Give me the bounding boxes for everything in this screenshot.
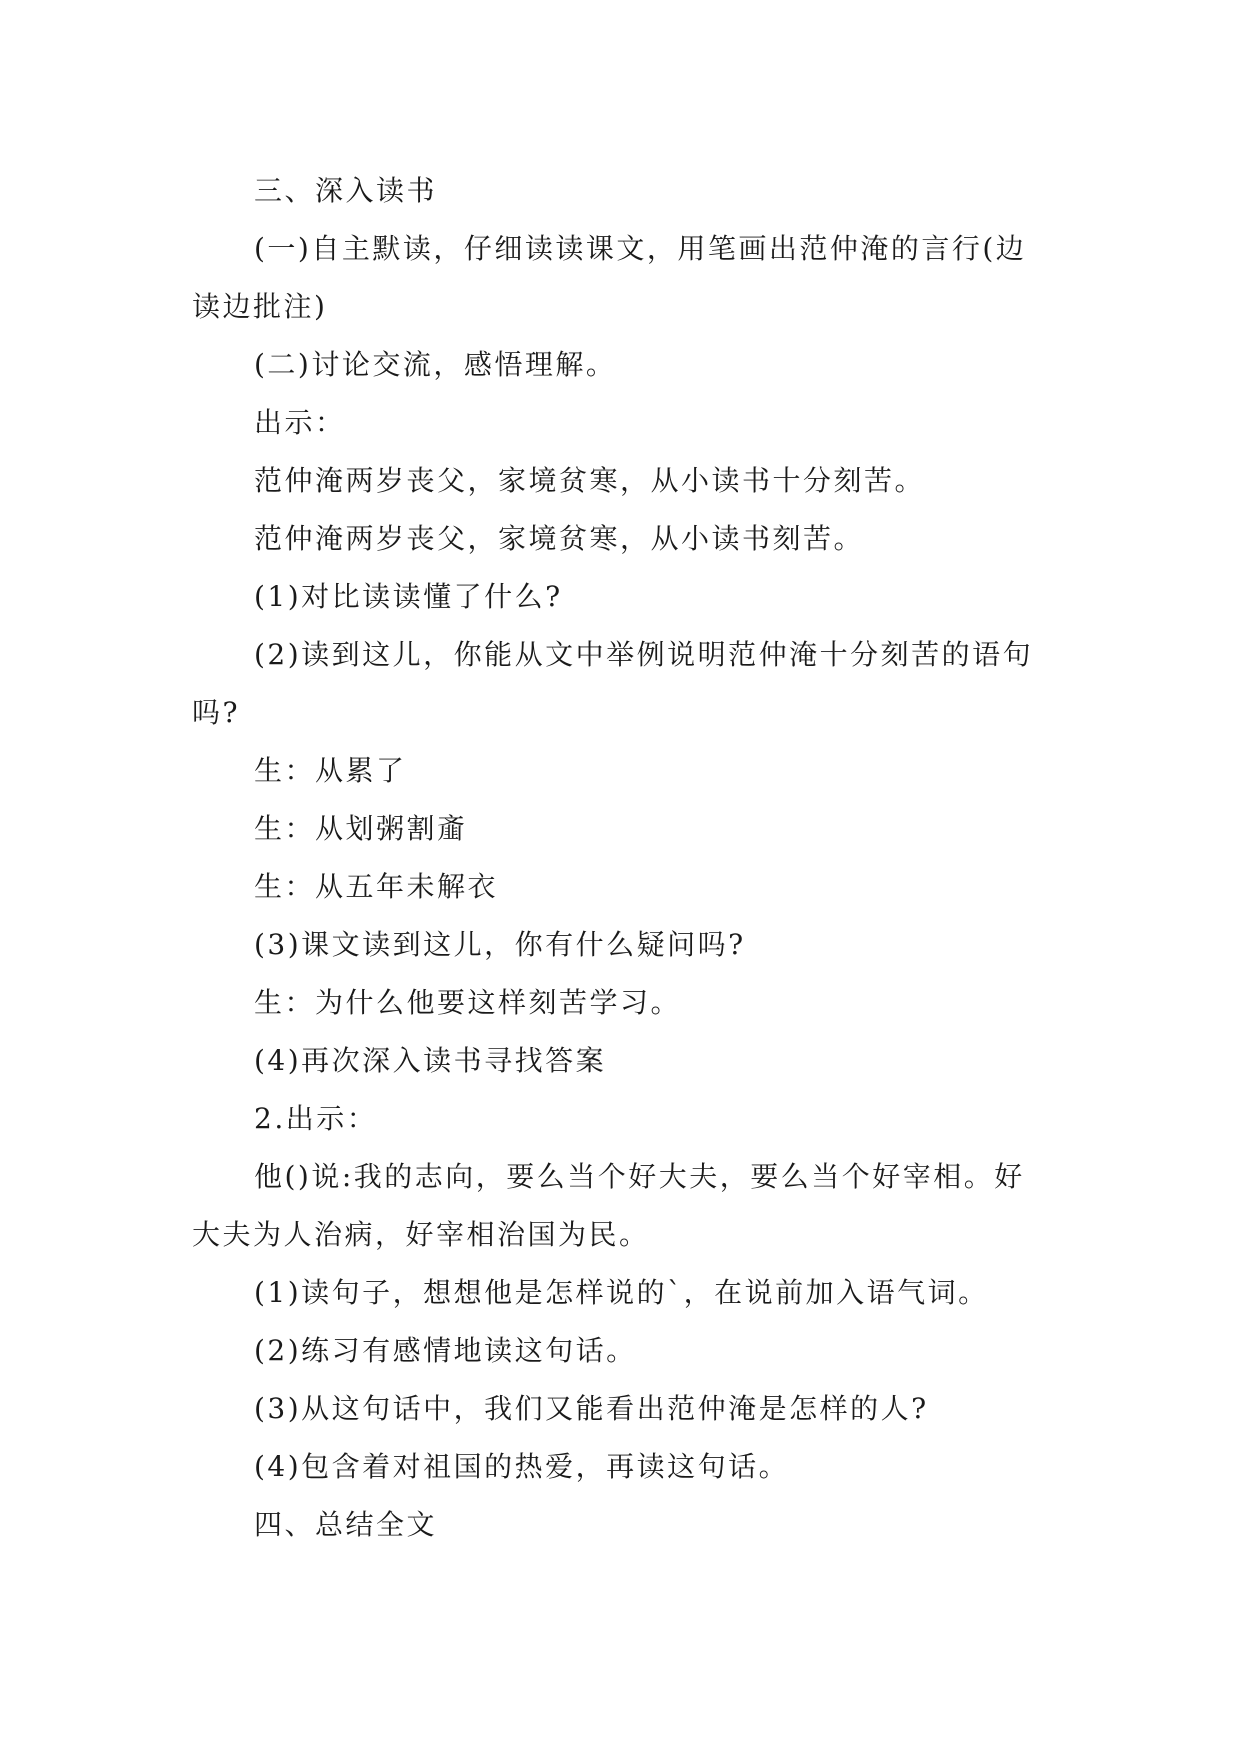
paragraph-quote-2: 范仲淹两岁丧父，家境贫寒，从小读书刻苦。 xyxy=(254,522,865,555)
paragraph-show-label: 出示： xyxy=(254,406,346,439)
section-heading-summary: 四、总结全文 xyxy=(254,1508,438,1541)
paragraph-student-answer-3: 生：从五年未解衣 xyxy=(254,870,499,903)
paragraph-question-3: (3)课文读到这儿，你有什么疑问吗? xyxy=(254,928,746,961)
paragraph-student-answer-1: 生：从累了 xyxy=(254,754,407,787)
paragraph-sub-3: (3)从这句话中，我们又能看出范仲淹是怎样的人? xyxy=(254,1392,929,1425)
paragraph-question-1: (1)对比读读懂了什么? xyxy=(254,580,563,613)
paragraph-quote-3: 他()说:我的志向，要么当个好大夫，要么当个好宰相。好大夫为人治病，好宰相治国为民。 xyxy=(192,1160,1025,1251)
paragraph-student-answer-2: 生：从划粥割齑 xyxy=(254,812,468,845)
paragraph-sub-4: (4)包含着对祖国的热爱，再读这句话。 xyxy=(254,1450,790,1483)
section-heading-deep-reading: 三、深入读书 xyxy=(254,174,438,207)
paragraph-quote-1: 范仲淹两岁丧父，家境贫寒，从小读书十分刻苦。 xyxy=(254,464,926,497)
paragraph-sub-2: (2)练习有感情地读这句话。 xyxy=(254,1334,637,1367)
paragraph-sub-1: (1)读句子，想想他是怎样说的`，在说前加入语气词。 xyxy=(254,1276,989,1309)
paragraph-discussion: (二)讨论交流，感悟理解。 xyxy=(254,348,617,381)
paragraph-question-4: (4)再次深入读书寻找答案 xyxy=(254,1044,607,1077)
document-body xyxy=(192,162,1052,1554)
paragraph-question-2: (2)读到这儿，你能从文中举例说明范仲淹十分刻苦的语句吗? xyxy=(192,638,1034,729)
paragraph-silent-reading: (一)自主默读，仔细读读课文，用笔画出范仲淹的言行(边读边批注) xyxy=(192,232,1027,323)
paragraph-student-answer-4: 生：为什么他要这样刻苦学习。 xyxy=(254,986,682,1019)
paragraph-show-label-2: 2.出示： xyxy=(254,1102,378,1135)
